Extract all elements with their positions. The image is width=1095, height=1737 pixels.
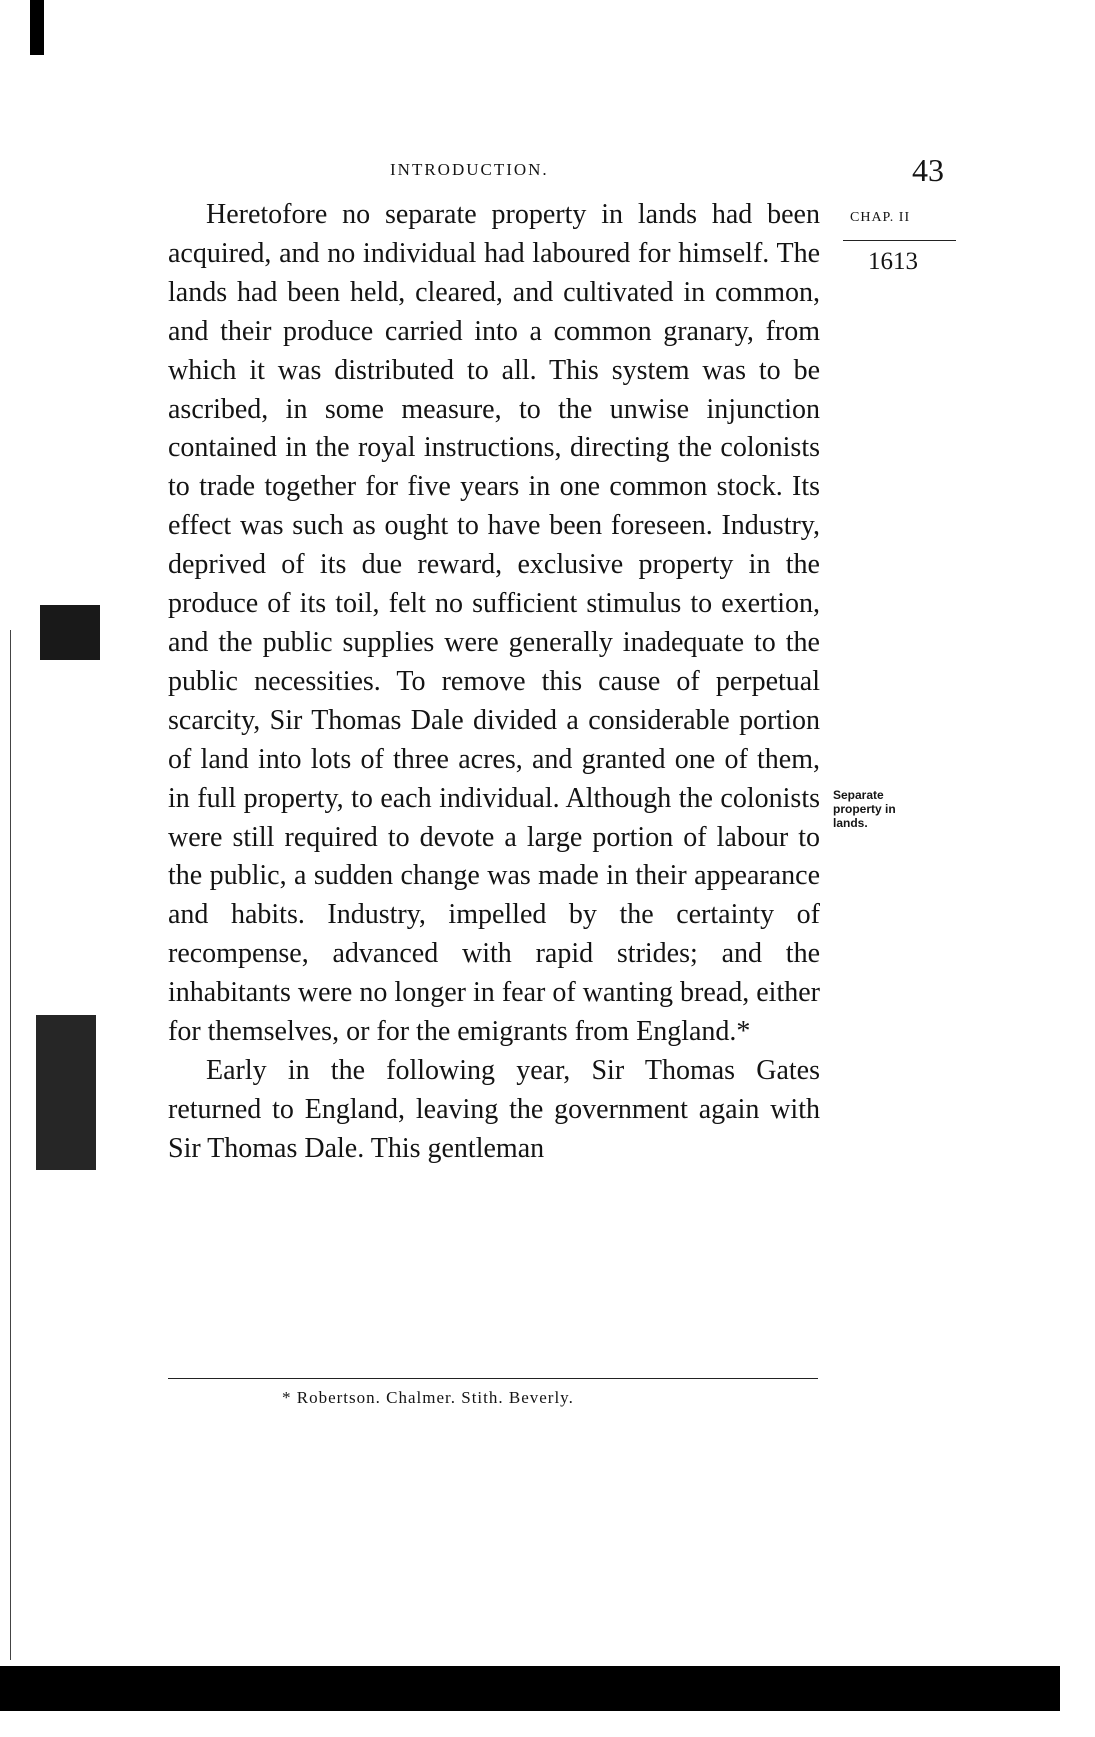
year-label: 1613 xyxy=(868,248,918,275)
chapter-rule xyxy=(843,240,956,241)
scan-mark-left-2 xyxy=(36,1015,96,1170)
running-head: INTRODUCTION. xyxy=(390,160,549,179)
scan-edge-bar xyxy=(0,1666,1060,1711)
body-text xyxy=(168,196,820,1169)
paragraph: Heretofore no separate property in lands had been acquired, and no individual had laboured for himself. The lands had been held, cleared, and cultivated in common, and their produce carried into a common granary, from which it was distributed to all. This system was to be ascribed, in some measure, to the unwise injunction contained in the royal instructions, directing the colonists to trade together for five years in one common stock. Its effect was such as ought to have been foreseen. Industry, deprived of its due reward, exclusive property in the produce of its toil, felt no sufficient stimulus to exertion, and the public supplies were generally inadequate to the public necessities. To remove this cause of perpetual scarcity, Sir Thomas Dale divided a considerable portion of land into lots of three acres, and granted one of them, in full property, to each individual. Although the colonists were still required to devote a large portion of labour to the public, a sudden change was made in their appearance and habits. Industry, impelled by the certainty of recompense, advanced with rapid strides; and the inhabitants were no longer in fear of wanting bread, either for themselves, or for the emigrants from England.* xyxy=(168,199,820,1048)
scan-mark-edge-line xyxy=(10,630,11,1660)
page-number: 43 xyxy=(912,152,944,188)
paragraph: Early in the following year, Sir Thomas Gates returned to England, leaving the government again with Sir Thomas Dale. This gentleman xyxy=(168,1054,820,1164)
footnote: * Robertson. Chalmer. Stith. Beverly. xyxy=(282,1388,574,1407)
chapter-label: CHAP. II xyxy=(850,210,911,225)
scan-mark-left-1 xyxy=(40,605,100,660)
scan-mark-top-left xyxy=(30,0,44,55)
side-note: Separate property in lands. xyxy=(833,788,896,830)
footnote-rule xyxy=(168,1378,818,1379)
